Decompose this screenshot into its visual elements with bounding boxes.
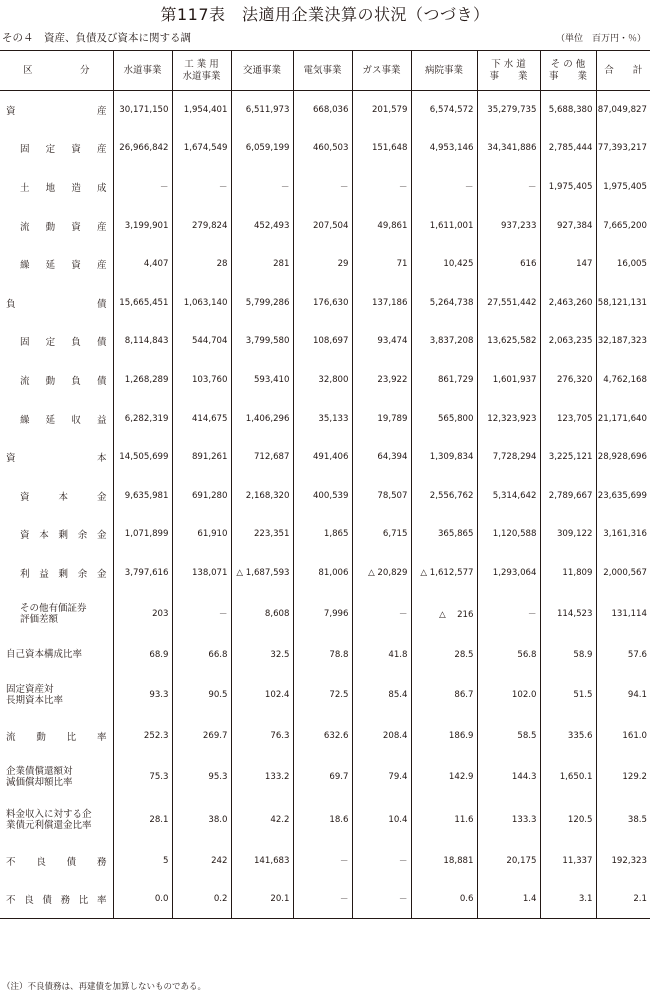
row-label-text: 流 動 負 債 bbox=[20, 375, 107, 387]
table-cell: 78,507 bbox=[352, 476, 411, 515]
row-label bbox=[0, 798, 113, 841]
column-header bbox=[477, 51, 540, 91]
row-label-text: その他有価証券 評価差額 bbox=[20, 602, 87, 625]
table-cell: 85.4 bbox=[352, 674, 411, 717]
table-row bbox=[0, 554, 650, 593]
row-label bbox=[0, 91, 113, 130]
table-row bbox=[0, 674, 650, 717]
table-cell: 93,474 bbox=[352, 322, 411, 361]
table-cell: 491,406 bbox=[293, 438, 352, 477]
table-cell: 21,171,640 bbox=[597, 413, 647, 424]
table-cell: 2,168,320 bbox=[231, 476, 293, 515]
table-cell: 2,000,567 bbox=[603, 567, 647, 578]
table-cell: 4,407 bbox=[113, 245, 172, 284]
table-cell: 78.8 bbox=[293, 635, 352, 674]
table-cell: 565,800 bbox=[411, 399, 477, 438]
table-row bbox=[0, 592, 650, 635]
table-cell: 668,036 bbox=[293, 91, 352, 130]
table-cell: 891,261 bbox=[172, 438, 231, 477]
table-cell: 3,161,316 bbox=[603, 529, 647, 540]
table-cell: 3.1 bbox=[540, 880, 596, 919]
table-cell: 38.5 bbox=[627, 814, 647, 825]
table-cell: 5,264,738 bbox=[411, 283, 477, 322]
table-cell: 87,049,827 bbox=[597, 105, 647, 116]
row-label bbox=[0, 674, 113, 717]
table-cell: 593,410 bbox=[231, 361, 293, 400]
column-header-label: 下 水 道 事 業 bbox=[489, 58, 528, 82]
table-cell: － bbox=[172, 168, 231, 207]
table-cell: 9,635,981 bbox=[113, 476, 172, 515]
row-label-text: 固 定 資 産 bbox=[20, 144, 107, 156]
row-label-text: 料金収入に対する企 業債元利償還金比率 bbox=[6, 808, 92, 831]
table-cell: 1,954,401 bbox=[172, 91, 231, 130]
table-cell: 1,063,140 bbox=[172, 283, 231, 322]
table-cell: － bbox=[293, 841, 352, 880]
table-cell: 632.6 bbox=[293, 717, 352, 756]
table-cell: 35,133 bbox=[293, 399, 352, 438]
table-cell: － bbox=[172, 592, 231, 635]
row-label-text: 資 本 剰 余 金 bbox=[20, 530, 107, 542]
table-cell: 66.8 bbox=[172, 635, 231, 674]
table-cell: 95.3 bbox=[172, 755, 231, 798]
table-cell: 712,687 bbox=[231, 438, 293, 477]
table-cell: － bbox=[352, 168, 411, 207]
table-cell: － bbox=[352, 592, 411, 635]
row-label-text: 繰 延 資 産 bbox=[20, 260, 107, 272]
table-cell: 32,800 bbox=[293, 361, 352, 400]
table-cell: 4,953,146 bbox=[411, 129, 477, 168]
table-cell: 937,233 bbox=[477, 206, 540, 245]
table-row bbox=[0, 206, 650, 245]
table-cell: 1,650.1 bbox=[540, 755, 596, 798]
table-row bbox=[0, 515, 650, 554]
table-cell: 133.3 bbox=[477, 798, 540, 841]
table-cell: 14,505,699 bbox=[113, 438, 172, 477]
table-cell: 7,665,200 bbox=[603, 220, 647, 231]
table-row bbox=[0, 635, 650, 674]
row-label bbox=[0, 206, 113, 245]
table-cell: 26,966,842 bbox=[113, 129, 172, 168]
table-row bbox=[0, 755, 650, 798]
row-label-text: 資 本 金 bbox=[20, 491, 107, 503]
table-cell: 161.0 bbox=[622, 731, 647, 742]
table-cell: 120.5 bbox=[540, 798, 596, 841]
table-cell: 34,341,886 bbox=[477, 129, 540, 168]
row-label bbox=[0, 476, 113, 515]
table-cell: － bbox=[293, 168, 352, 207]
table-row bbox=[0, 717, 650, 756]
table-cell: 19,789 bbox=[352, 399, 411, 438]
row-label-text: 土 地 造 成 bbox=[20, 182, 107, 194]
table-row bbox=[0, 438, 650, 477]
table-cell: 3,799,580 bbox=[231, 322, 293, 361]
table-row bbox=[0, 168, 650, 207]
table-cell: 20,175 bbox=[477, 841, 540, 880]
column-header-label: 病院事業 bbox=[424, 64, 463, 76]
table-cell: 0.0 bbox=[113, 880, 172, 919]
table-cell: 103,760 bbox=[172, 361, 231, 400]
table-cell: 8,608 bbox=[231, 592, 293, 635]
table-row bbox=[0, 399, 650, 438]
table-cell: 5 bbox=[113, 841, 172, 880]
table-cell: 6,511,973 bbox=[231, 91, 293, 130]
table-cell: 141,683 bbox=[231, 841, 293, 880]
column-header-label: 交通事業 bbox=[242, 64, 281, 76]
row-label bbox=[0, 129, 113, 168]
table-cell: 3,225,121 bbox=[540, 438, 596, 477]
column-header bbox=[540, 51, 596, 91]
table-cell: － bbox=[231, 168, 293, 207]
table-cell: △ 1,612,577 bbox=[411, 554, 477, 593]
table-cell: 16,005 bbox=[616, 259, 647, 270]
row-label bbox=[0, 515, 113, 554]
table-cell: － bbox=[411, 168, 477, 207]
table-cell: 2,785,444 bbox=[540, 129, 596, 168]
table-cell: 4,762,168 bbox=[603, 374, 647, 385]
table-cell: 3,199,901 bbox=[113, 206, 172, 245]
row-label bbox=[0, 361, 113, 400]
table-cell: 42.2 bbox=[231, 798, 293, 841]
column-header-label: 合 計 bbox=[604, 64, 643, 76]
table-cell: 309,122 bbox=[540, 515, 596, 554]
table-cell: 69.7 bbox=[293, 755, 352, 798]
table-cell: 93.3 bbox=[113, 674, 172, 717]
table-cell: 1,120,588 bbox=[477, 515, 540, 554]
row-label-text: 自己資本構成比率 bbox=[6, 649, 83, 661]
table-cell: 2,063,235 bbox=[540, 322, 596, 361]
table-cell: 142.9 bbox=[411, 755, 477, 798]
table-cell: 242 bbox=[172, 841, 231, 880]
table-body bbox=[0, 91, 650, 919]
column-header-label: 水道事業 bbox=[123, 64, 162, 76]
row-label-text: 不 良 債 務 bbox=[6, 856, 107, 868]
row-label bbox=[0, 635, 113, 674]
table-cell: 927,384 bbox=[540, 206, 596, 245]
row-label bbox=[0, 322, 113, 361]
table-cell: 1,268,289 bbox=[113, 361, 172, 400]
table-cell: 2,556,762 bbox=[411, 476, 477, 515]
table-cell: 269.7 bbox=[172, 717, 231, 756]
table-cell: 192,323 bbox=[611, 855, 647, 866]
table-cell: 6,574,572 bbox=[411, 91, 477, 130]
row-label bbox=[0, 245, 113, 284]
column-header bbox=[352, 51, 411, 91]
table-cell: 276,320 bbox=[540, 361, 596, 400]
table-cell: 1.4 bbox=[477, 880, 540, 919]
table-cell: 5,688,380 bbox=[540, 91, 596, 130]
table-cell: △ 20,829 bbox=[352, 554, 411, 593]
column-header bbox=[411, 51, 477, 91]
table-cell: 27,551,442 bbox=[477, 283, 540, 322]
column-header-label: 区 分 bbox=[22, 64, 90, 76]
table-cell: 691,280 bbox=[172, 476, 231, 515]
table-cell: 23,635,699 bbox=[597, 490, 647, 501]
table-cell: 10,425 bbox=[411, 245, 477, 284]
table-cell: 133.2 bbox=[231, 755, 293, 798]
financial-table bbox=[0, 50, 650, 919]
row-label bbox=[0, 168, 113, 207]
column-header bbox=[113, 51, 172, 91]
table-cell: 460,503 bbox=[293, 129, 352, 168]
table-cell: 252.3 bbox=[113, 717, 172, 756]
column-header-label: そ の 他 事 業 bbox=[548, 58, 587, 82]
row-label-text: 利 益 剰 余 金 bbox=[20, 568, 107, 580]
table-cell: 51.5 bbox=[540, 674, 596, 717]
table-cell: 108,697 bbox=[293, 322, 352, 361]
table-cell: 7,728,294 bbox=[477, 438, 540, 477]
table-cell: 129.2 bbox=[622, 771, 647, 782]
row-label-text: 負 債 bbox=[6, 298, 107, 310]
table-cell: 28,928,696 bbox=[597, 452, 647, 463]
table-cell: 32,187,323 bbox=[597, 336, 647, 347]
table-cell: 11.6 bbox=[411, 798, 477, 841]
table-row bbox=[0, 283, 650, 322]
table-cell: 144.3 bbox=[477, 755, 540, 798]
table-cell: 18.6 bbox=[293, 798, 352, 841]
table-cell: 11,809 bbox=[540, 554, 596, 593]
table-cell: 41.8 bbox=[352, 635, 411, 674]
row-label bbox=[0, 755, 113, 798]
table-cell: 8,114,843 bbox=[113, 322, 172, 361]
table-cell: 452,493 bbox=[231, 206, 293, 245]
row-label-text: 流 動 資 産 bbox=[20, 221, 107, 233]
table-cell: 12,323,923 bbox=[477, 399, 540, 438]
table-cell: 223,351 bbox=[231, 515, 293, 554]
table-row bbox=[0, 91, 650, 130]
row-label bbox=[0, 880, 113, 919]
table-row bbox=[0, 322, 650, 361]
row-label bbox=[0, 438, 113, 477]
table-cell: 138,071 bbox=[172, 554, 231, 593]
table-row bbox=[0, 361, 650, 400]
table-cell: 861,729 bbox=[411, 361, 477, 400]
table-cell: 2.1 bbox=[596, 880, 650, 919]
table-cell: 279,824 bbox=[172, 206, 231, 245]
table-cell: 2,463,260 bbox=[540, 283, 596, 322]
table-cell: 76.3 bbox=[231, 717, 293, 756]
table-subtitle: その４ 資産、負債及び資本に関する調 bbox=[2, 32, 191, 44]
table-cell: 414,675 bbox=[172, 399, 231, 438]
table-cell: 201,579 bbox=[352, 91, 411, 130]
row-label-text: 資 本 bbox=[6, 453, 107, 465]
table-cell: 3,837,208 bbox=[411, 322, 477, 361]
column-header-label: ガス事業 bbox=[362, 64, 401, 76]
row-label bbox=[0, 399, 113, 438]
row-label-text: 不 良 債 務 比 率 bbox=[6, 895, 107, 907]
table-cell: 28.5 bbox=[411, 635, 477, 674]
table-cell: 7,996 bbox=[293, 592, 352, 635]
table-row bbox=[0, 841, 650, 880]
table-cell: 23,922 bbox=[352, 361, 411, 400]
table-cell: 64,394 bbox=[352, 438, 411, 477]
table-cell: － bbox=[477, 168, 540, 207]
table-cell: 1,865 bbox=[293, 515, 352, 554]
table-row bbox=[0, 129, 650, 168]
table-cell: 20.1 bbox=[231, 880, 293, 919]
table-cell: 81,006 bbox=[293, 554, 352, 593]
column-header bbox=[293, 51, 352, 91]
table-cell: 10.4 bbox=[352, 798, 411, 841]
table-cell: △ 1,687,593 bbox=[231, 554, 293, 593]
table-cell: 72.5 bbox=[293, 674, 352, 717]
table-cell: 57.6 bbox=[627, 649, 647, 660]
column-header-label: 電気事業 bbox=[303, 64, 342, 76]
table-cell: 58.9 bbox=[540, 635, 596, 674]
column-header bbox=[596, 51, 650, 91]
table-cell: 281 bbox=[231, 245, 293, 284]
table-cell: 32.5 bbox=[231, 635, 293, 674]
table-cell: 137,186 bbox=[352, 283, 411, 322]
table-cell: 1,071,899 bbox=[113, 515, 172, 554]
table-cell: 5,314,642 bbox=[477, 476, 540, 515]
table-cell: 38.0 bbox=[172, 798, 231, 841]
table-cell: 1,975,405 bbox=[540, 168, 596, 207]
table-cell: 3,797,616 bbox=[113, 554, 172, 593]
table-cell: － bbox=[352, 841, 411, 880]
table-cell: 13,625,582 bbox=[477, 322, 540, 361]
table-cell: 365,865 bbox=[411, 515, 477, 554]
table-cell: 131,114 bbox=[611, 608, 647, 619]
table-cell: 544,704 bbox=[172, 322, 231, 361]
row-label-text: 流 動 比 率 bbox=[6, 732, 107, 744]
row-label-text: 固定資産対 長期資本比率 bbox=[6, 684, 64, 707]
row-label bbox=[0, 717, 113, 756]
table-cell: － bbox=[113, 168, 172, 207]
row-label-text: 企業債償還額対 減価償却額比率 bbox=[6, 765, 73, 788]
table-cell: 71 bbox=[352, 245, 411, 284]
table-cell: 114,523 bbox=[540, 592, 596, 635]
row-label bbox=[0, 283, 113, 322]
row-label bbox=[0, 592, 113, 635]
table-cell: 207,504 bbox=[293, 206, 352, 245]
column-header-label: 工 業 用 水道事業 bbox=[182, 58, 221, 82]
table-cell: 1,293,064 bbox=[477, 554, 540, 593]
table-cell: 102.0 bbox=[477, 674, 540, 717]
table-cell: 1,601,937 bbox=[477, 361, 540, 400]
table-cell: 90.5 bbox=[172, 674, 231, 717]
table-cell: 1,674,549 bbox=[172, 129, 231, 168]
table-cell: － bbox=[477, 592, 540, 635]
table-cell: 79.4 bbox=[352, 755, 411, 798]
table-cell: △ 216 bbox=[411, 592, 477, 635]
row-label-text: 繰 延 収 益 bbox=[20, 414, 107, 426]
table-cell: 61,910 bbox=[172, 515, 231, 554]
row-label-text: 資 産 bbox=[6, 106, 107, 118]
table-cell: 68.9 bbox=[113, 635, 172, 674]
unit-note: （単位 百万円・％） bbox=[555, 34, 646, 44]
table-cell: 28.1 bbox=[113, 798, 172, 841]
table-cell: － bbox=[293, 880, 352, 919]
table-cell: 1,309,834 bbox=[411, 438, 477, 477]
table-cell: 400,539 bbox=[293, 476, 352, 515]
table-cell: 18,881 bbox=[411, 841, 477, 880]
table-cell: 49,861 bbox=[352, 206, 411, 245]
table-cell: 186.9 bbox=[411, 717, 477, 756]
row-label-text: 固 定 負 債 bbox=[20, 337, 107, 349]
table-cell: 1,611,001 bbox=[411, 206, 477, 245]
table-cell: 6,282,319 bbox=[113, 399, 172, 438]
table-cell: 75.3 bbox=[113, 755, 172, 798]
table-cell: 1,975,405 bbox=[603, 181, 647, 192]
table-cell: 123,705 bbox=[540, 399, 596, 438]
table-cell: 58,121,131 bbox=[597, 297, 647, 308]
table-row bbox=[0, 476, 650, 515]
footnote: （注）不良債務は、再建債を加算しないものである。 bbox=[2, 982, 207, 992]
table-cell: 1,406,296 bbox=[231, 399, 293, 438]
table-cell: 203 bbox=[113, 592, 172, 635]
table-cell: 6,059,199 bbox=[231, 129, 293, 168]
table-cell: 29 bbox=[293, 245, 352, 284]
table-cell: 335.6 bbox=[540, 717, 596, 756]
table-cell: 56.8 bbox=[477, 635, 540, 674]
table-cell: 30,171,150 bbox=[113, 91, 172, 130]
table-cell: 208.4 bbox=[352, 717, 411, 756]
table-cell: 176,630 bbox=[293, 283, 352, 322]
table-row bbox=[0, 880, 650, 919]
column-header-category bbox=[0, 51, 113, 91]
header-row bbox=[0, 51, 650, 91]
table-cell: 151,648 bbox=[352, 129, 411, 168]
table-cell: 5,799,286 bbox=[231, 283, 293, 322]
page-title: 第117表 法適用企業決算の状況（つづき） bbox=[160, 5, 490, 24]
table-cell: 35,279,735 bbox=[477, 91, 540, 130]
table-cell: － bbox=[352, 880, 411, 919]
column-header bbox=[172, 51, 231, 91]
table-cell: 77,393,217 bbox=[597, 143, 647, 154]
table-cell: 94.1 bbox=[627, 690, 647, 701]
table-cell: 2,789,667 bbox=[540, 476, 596, 515]
table-cell: 616 bbox=[477, 245, 540, 284]
table-cell: 6,715 bbox=[352, 515, 411, 554]
table-cell: 0.6 bbox=[411, 880, 477, 919]
table-row bbox=[0, 245, 650, 284]
table-cell: 11,337 bbox=[540, 841, 596, 880]
row-label bbox=[0, 554, 113, 593]
table-cell: 102.4 bbox=[231, 674, 293, 717]
table-cell: 86.7 bbox=[411, 674, 477, 717]
table-cell: 15,665,451 bbox=[113, 283, 172, 322]
table-cell: 28 bbox=[172, 245, 231, 284]
table-cell: 58.5 bbox=[477, 717, 540, 756]
table-cell: 0.2 bbox=[172, 880, 231, 919]
table-row bbox=[0, 798, 650, 841]
row-label bbox=[0, 841, 113, 880]
column-header bbox=[231, 51, 293, 91]
table-cell: 147 bbox=[540, 245, 596, 284]
